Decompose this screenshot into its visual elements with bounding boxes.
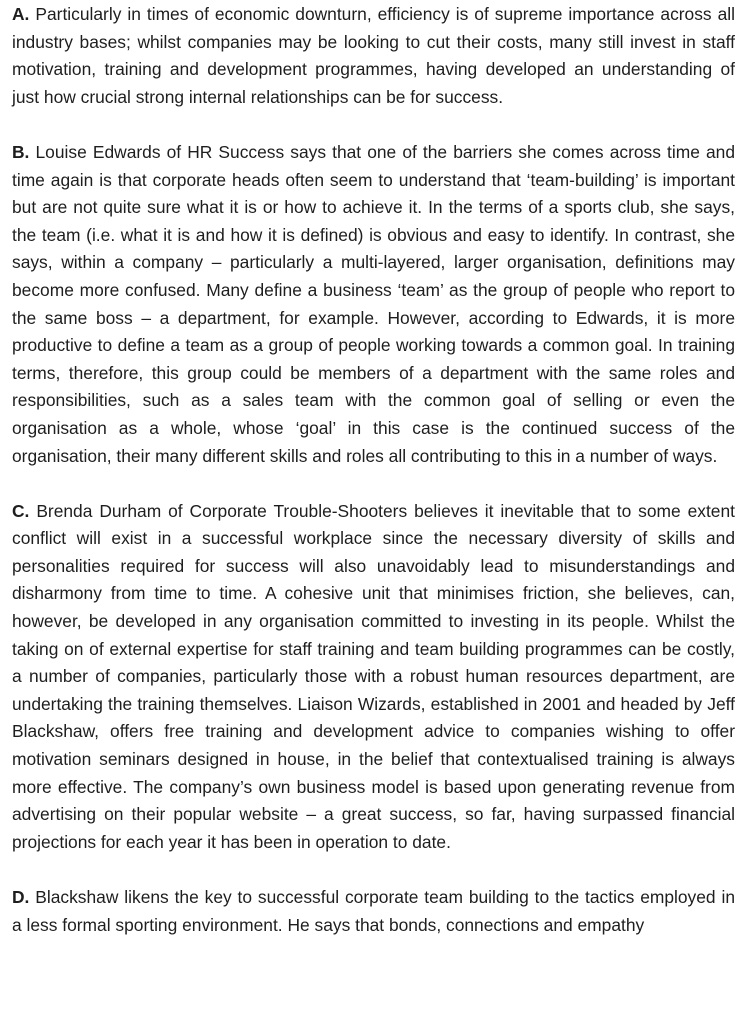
paragraph-text-b: Louise Edwards of HR Success says that one of the barriers she comes across time and time again is that corporate heads often seem to understand that ‘team-building’ is important but are not quite sure what it is or how to achieve it. In the terms of a sports club, she says, the team (i.e. what it is and how it is defined) is obvious and easy to identify. In contrast, she says, within a company – particularly a multi-layered, larger organisation, definitions may become more confused. Many define a business ‘team’ as the group of people who report to the same boss – a department, for example. However, according to Edwards, it is more productive to define a team as a group of people working towards a common goal. In training terms, therefore, this group could be members of a department with the same roles and responsibilities, such as a sales team with the common goal of selling or even the organisation as a whole, whose ‘goal’ in this case is the continued success of the organisation, their many different skills and roles all contributing to this in a number of ways. bbox=[12, 141, 735, 466]
document-page bbox=[12, 0, 735, 939]
paragraph-c bbox=[12, 498, 735, 857]
paragraph-a bbox=[12, 1, 735, 111]
paragraph-text-d: Blackshaw likens the key to successful corporate team building to the tactics employed in a less formal sporting environment. He says that bonds, connections and empathy bbox=[12, 887, 735, 935]
paragraph-b bbox=[12, 139, 735, 470]
paragraph-text-c: Brenda Durham of Corporate Trouble-Shooters believes it inevitable that to some extent conflict will exist in a successful workplace since the necessary diversity of skills and personalities required for success will also unavoidably lead to misunderstandings and disharmony from time to time. A cohesive unit that minimises friction, she believes, can, however, be developed in any organisation committed to investing in its people. Whilst the taking on of external expertise for staff training and team building programmes can be costly, a number of companies, particularly those with a robust human resources department, are undertaking the training themselves. Liaison Wizards, established in 2001 and headed by Jeff Blackshaw, offers free training and development advice to companies wishing to offer motivation seminars designed in house, in the belief that contextualised training is always more effective. The company’s own business model is based upon generating revenue from advertising on their popular website – a great success, so far, having surpassed financial projections for each year it has been in operation to date. bbox=[12, 500, 735, 852]
paragraph-d bbox=[12, 884, 735, 939]
paragraph-letter-c: C. bbox=[12, 500, 30, 521]
paragraph-letter-d: D. bbox=[12, 887, 30, 907]
paragraph-letter-a: A. bbox=[12, 4, 30, 24]
paragraph-text-a: Particularly in times of economic downturn, efficiency is of supreme importance across all industry bases; whilst companies may be looking to cut their costs, many still invest in staff motivation, training and development programmes, having developed an understanding of just how crucial strong internal relationships can be for success. bbox=[12, 4, 735, 107]
paragraph-letter-b: B. bbox=[12, 141, 30, 162]
